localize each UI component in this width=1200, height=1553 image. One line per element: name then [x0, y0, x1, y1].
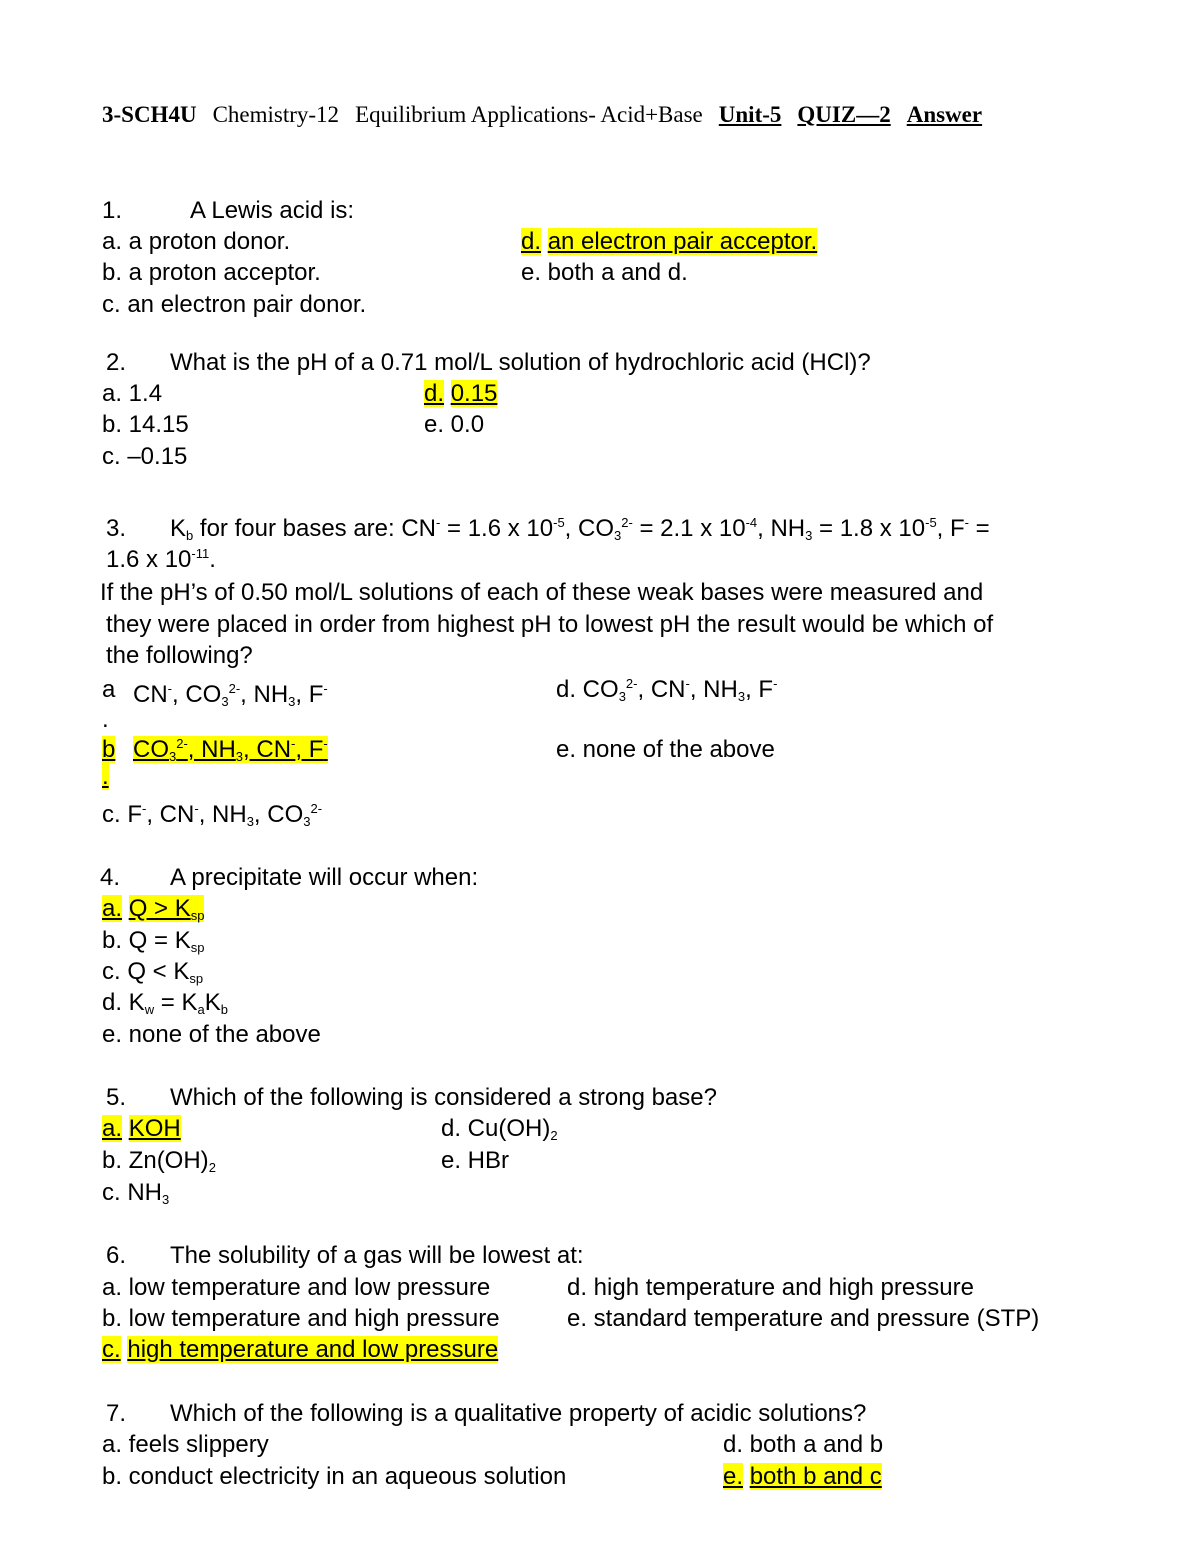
- q4-option-c: c. $Q < K_{sp}$: [102, 958, 204, 986]
- q1-option-d-answer: d. an electron pair acceptor.: [521, 228, 818, 255]
- q1-prompt: 1. A Lewis acid is:: [102, 197, 355, 224]
- q5-option-c: c. $NH_3$: [102, 1179, 170, 1207]
- q3-option-a: CN-, $CO_3^{2-}$, $NH_3$, F-: [133, 681, 328, 709]
- q5-option-a-answer: a. KOH: [102, 1115, 181, 1142]
- q3-option-e: e. none of the above: [556, 736, 775, 763]
- q3-prompt-cont: 1.6 x $10^{-11}$.: [106, 546, 216, 573]
- q7-prompt: 7. Which of the following is a qualitative property of acidic solutions?: [106, 1400, 867, 1427]
- unit-label: Unit-5: [718, 102, 782, 127]
- q3-option-b-answer: $CO_3^{2-}$, $NH_3$, CN-, F-: [133, 736, 328, 764]
- q2-option-b: b. 14.15: [102, 411, 189, 438]
- q3-option-c: c. F-, CN-, $NH_3$, $CO_3^{2-}$: [102, 801, 323, 829]
- q1-option-a: a. a proton donor.: [102, 228, 291, 255]
- q2-option-c: c. –0.15: [102, 443, 188, 470]
- q7-option-d: d. both a and b: [723, 1431, 884, 1458]
- q3-option-a-dot: .: [102, 706, 109, 733]
- q5-option-e: e. HBr: [441, 1147, 510, 1174]
- q4-option-b: b. $Q = K_{sp}$: [102, 927, 205, 955]
- q7-option-a: a. feels slippery: [102, 1431, 269, 1458]
- q7-option-b: b. conduct electricity in an aqueous solution: [102, 1463, 567, 1490]
- q6-option-e: e. standard temperature and pressure (STP): [567, 1305, 1040, 1332]
- q5-prompt: 5. Which of the following is considered a strong base?: [106, 1084, 717, 1111]
- q3-prompt: 3. $K_b$ for four bases are: CN- = 1.6 x $10^{-5}$, $CO_3^{2-} = 2.1$ x $10^{-4}$, $NH_3 = 1.8$ x $10^{-5}$, F- =: [106, 515, 990, 543]
- q1-option-e: e. both a and d.: [521, 259, 688, 286]
- q2-prompt: 2. What is the pH of a 0.71 mol/L solution of hydrochloric acid (HCl)?: [106, 349, 871, 376]
- answer-label: Answer: [906, 102, 983, 127]
- q2-option-d-answer: d. 0.15: [424, 380, 498, 407]
- q4-option-d: d. $K_w = K_aK_b$: [102, 989, 228, 1017]
- q3-paragraph-3: the following?: [106, 642, 253, 669]
- q3-option-d: d. $CO_3^{2-}$, CN-, $NH_3$, F-: [556, 676, 778, 704]
- q5-option-b: b. $Zn(OH)_2$: [102, 1147, 216, 1175]
- q6-prompt: 6. The solubility of a gas will be lowest at:: [106, 1242, 584, 1269]
- q4-option-a-answer: a. $Q > K_{sp}$: [102, 895, 205, 923]
- q3-option-b-dot: .: [102, 763, 109, 790]
- q2-option-e: e. 0.0: [424, 411, 485, 438]
- q7-option-e-answer: e. both b and c: [723, 1463, 882, 1490]
- q4-prompt: 4. A precipitate will occur when:: [100, 864, 479, 891]
- q1-option-c: c. an electron pair donor.: [102, 291, 367, 318]
- q6-option-d: d. high temperature and high pressure: [567, 1274, 974, 1301]
- quiz-label: QUIZ—2: [797, 102, 891, 127]
- q6-option-b: b. low temperature and high pressure: [102, 1305, 500, 1332]
- q3-option-a-letter: a: [102, 676, 116, 703]
- topic: Equilibrium Applications- Acid+Base: [355, 102, 703, 127]
- q6-option-c-answer: c. high temperature and low pressure: [102, 1336, 499, 1363]
- course-code: 3-SCH4U: [102, 102, 197, 127]
- q5-option-d: d. $Cu(OH)_2$: [441, 1115, 558, 1143]
- q1-option-b: b. a proton acceptor.: [102, 259, 321, 286]
- q3-paragraph-1: If the pH’s of 0.50 mol/L solutions of each of these weak bases were measured and: [100, 579, 984, 606]
- subject: Chemistry-12: [212, 102, 340, 127]
- quiz-header: [102, 102, 982, 128]
- q3-paragraph-2: they were placed in order from highest pH to lowest pH the result would be which of: [106, 611, 994, 638]
- q3-option-b-letter: b: [102, 736, 116, 763]
- q6-option-a: a. low temperature and low pressure: [102, 1274, 491, 1301]
- q2-option-a: a. 1.4: [102, 380, 163, 407]
- q4-option-e: e. none of the above: [102, 1021, 321, 1048]
